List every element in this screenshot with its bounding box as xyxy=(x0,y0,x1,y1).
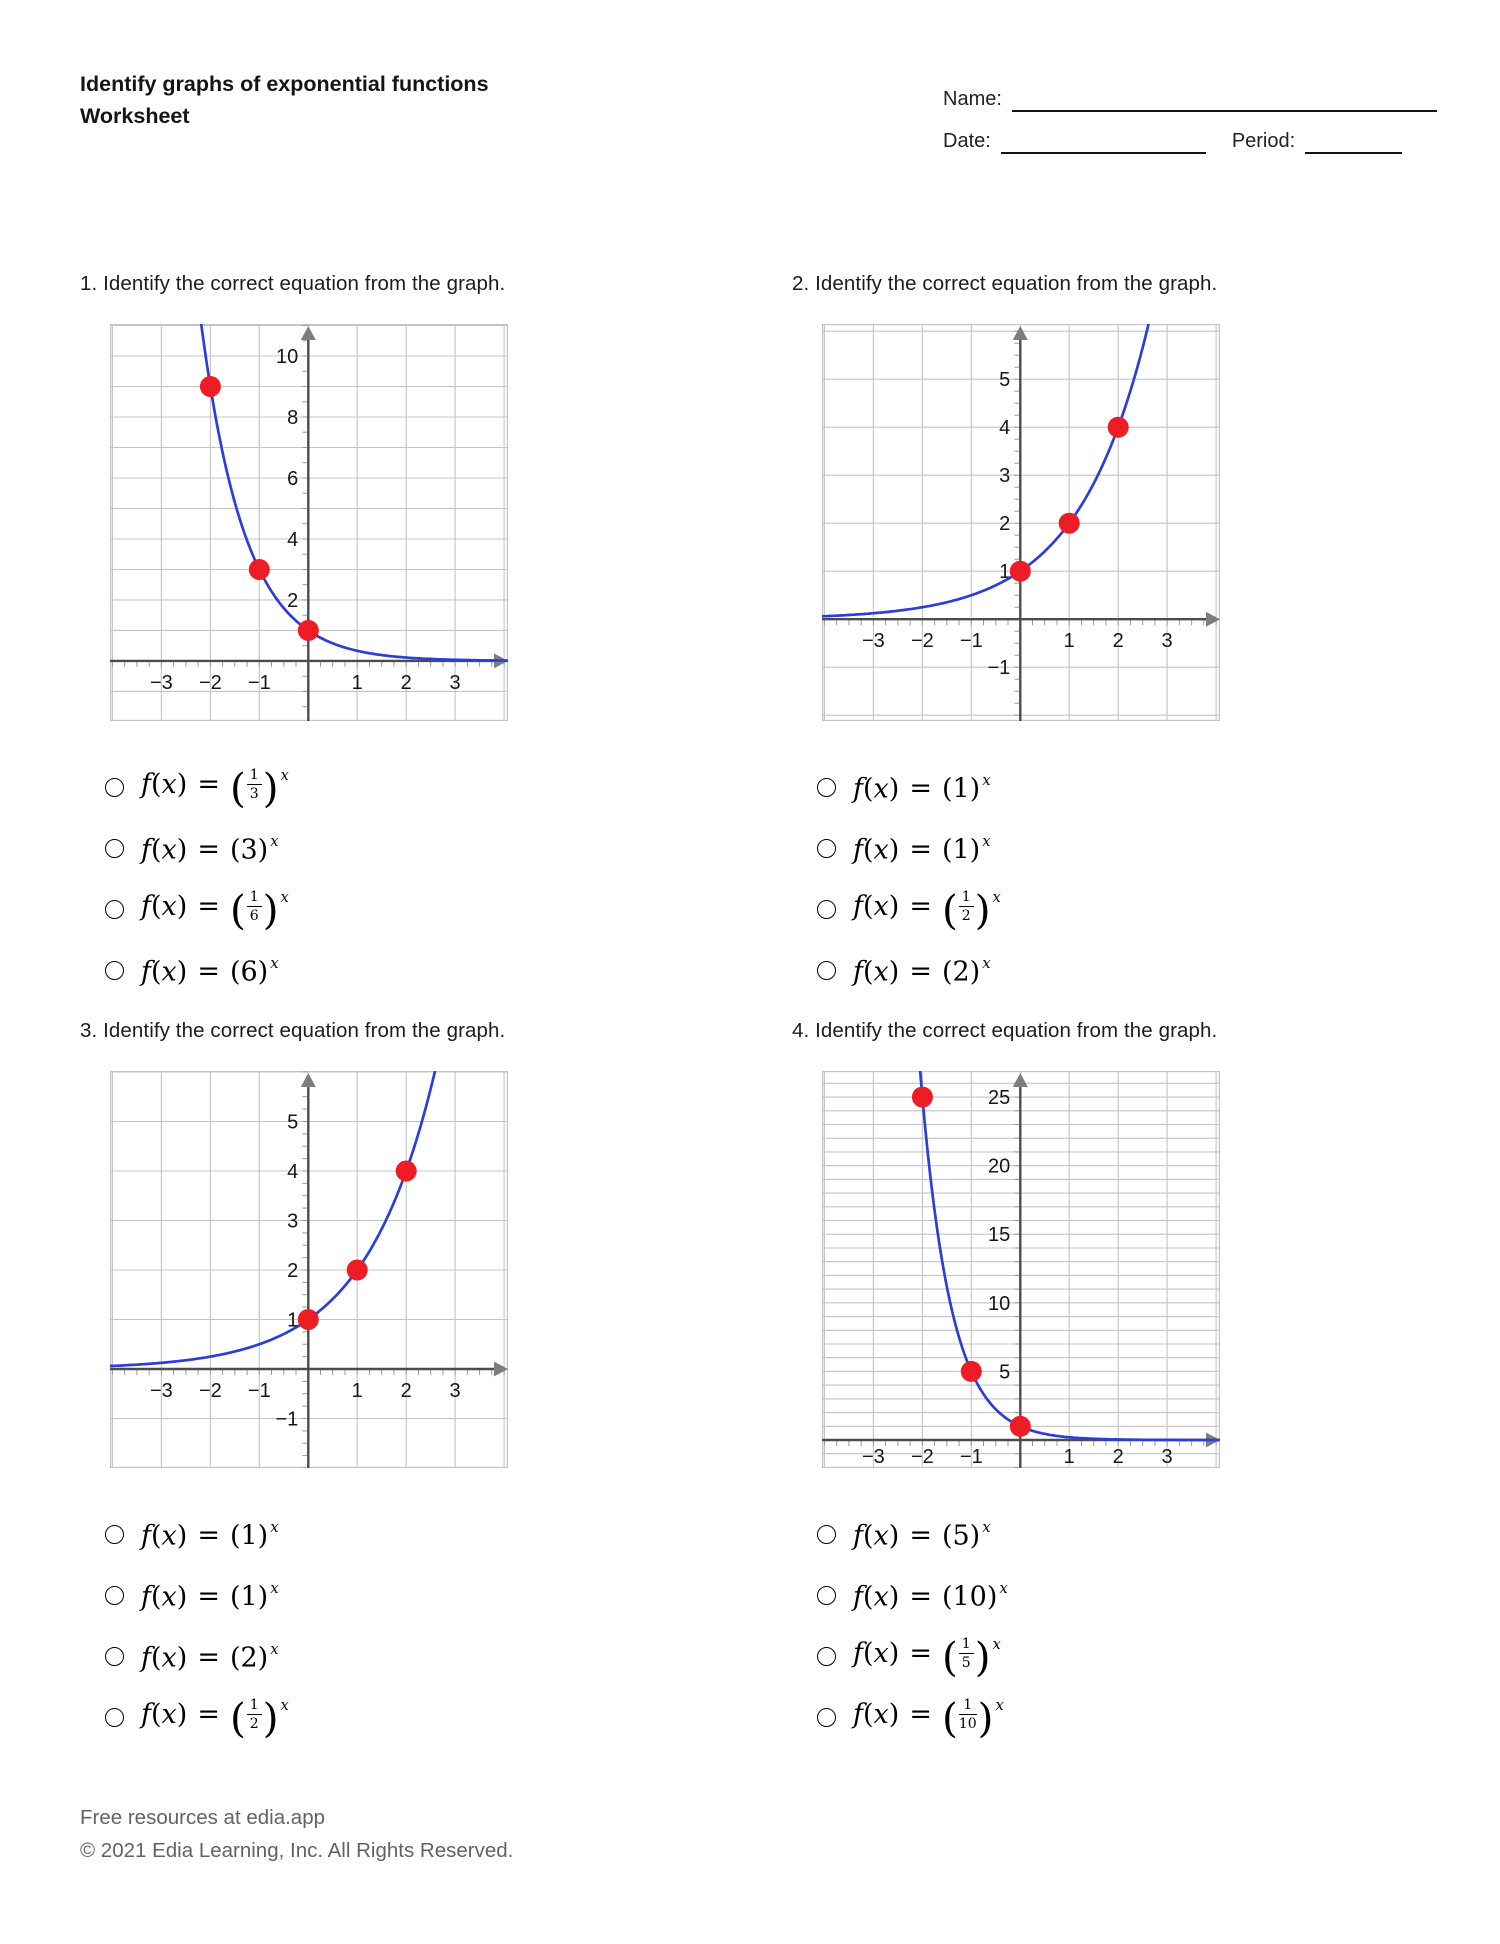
svg-text:−2: −2 xyxy=(198,1380,222,1402)
svg-text:1: 1 xyxy=(351,1380,363,1402)
svg-text:2: 2 xyxy=(1112,630,1124,653)
options-list xyxy=(105,1504,777,1748)
answer-option[interactable] xyxy=(817,1565,1435,1626)
question-number: 4. xyxy=(792,1019,810,1042)
answer-option[interactable] xyxy=(105,940,777,1001)
svg-text:5: 5 xyxy=(999,369,1011,392)
svg-text:4: 4 xyxy=(287,529,299,551)
answer-option[interactable] xyxy=(817,757,1435,818)
svg-text:3: 3 xyxy=(287,1210,299,1233)
radio-button[interactable] xyxy=(105,839,124,858)
svg-text:3: 3 xyxy=(449,1380,461,1402)
option-equation: f(x) = (1) $^x$ xyxy=(853,831,991,866)
svg-text:20: 20 xyxy=(988,1155,1011,1178)
svg-text:−2: −2 xyxy=(910,1446,934,1468)
option-equation: f(x) = ( $\frac{1}{6}$ ) $^x$ xyxy=(141,885,289,934)
radio-button[interactable] xyxy=(817,1708,836,1727)
radio-button[interactable] xyxy=(817,1647,836,1666)
radio-button[interactable] xyxy=(105,900,124,919)
svg-text:−2: −2 xyxy=(910,630,934,653)
option-equation: f(x) = ( $\frac{1}{10}$ ) $^x$ xyxy=(853,1693,1004,1742)
svg-text:1: 1 xyxy=(351,671,363,694)
svg-text:10: 10 xyxy=(988,1292,1011,1315)
answer-option[interactable] xyxy=(105,1504,777,1565)
svg-text:5: 5 xyxy=(287,1111,299,1134)
question-prompt xyxy=(792,1019,1435,1043)
radio-button[interactable] xyxy=(817,839,836,858)
svg-text:3: 3 xyxy=(999,465,1011,488)
svg-text:1: 1 xyxy=(1063,1446,1075,1468)
option-equation: f(x) = (3) $^x$ xyxy=(141,831,279,866)
answer-option[interactable] xyxy=(105,1687,777,1748)
radio-button[interactable] xyxy=(817,961,836,980)
svg-text:1: 1 xyxy=(287,1309,299,1332)
question-text: Identify the correct equation from the graph. xyxy=(103,272,506,295)
svg-text:2: 2 xyxy=(1112,1446,1124,1468)
option-equation: f(x) = (6) $^x$ xyxy=(141,953,279,988)
option-equation: f(x) = (5) $^x$ xyxy=(853,1517,991,1552)
svg-text:1: 1 xyxy=(999,561,1011,584)
svg-text:2: 2 xyxy=(400,1380,412,1402)
radio-button[interactable] xyxy=(817,778,836,797)
radio-button[interactable] xyxy=(817,900,836,919)
name-row xyxy=(943,88,1437,112)
date-period-row xyxy=(943,130,1437,154)
answer-option[interactable] xyxy=(817,879,1435,940)
answer-option[interactable] xyxy=(817,1504,1435,1565)
title-block xyxy=(80,68,489,132)
options-list xyxy=(105,757,777,1001)
question-3 xyxy=(65,1019,777,1748)
exponential-graph xyxy=(110,1071,508,1468)
svg-text:2: 2 xyxy=(400,671,412,694)
radio-button[interactable] xyxy=(105,961,124,980)
radio-button[interactable] xyxy=(105,778,124,797)
question-text: Identify the correct equation from the graph. xyxy=(103,1019,506,1042)
svg-text:6: 6 xyxy=(287,468,299,490)
svg-text:25: 25 xyxy=(988,1087,1011,1110)
date-label: Date: xyxy=(943,130,991,152)
answer-option[interactable] xyxy=(105,757,777,818)
answer-option[interactable] xyxy=(105,1626,777,1687)
question-number: 3. xyxy=(80,1019,98,1042)
question-prompt xyxy=(80,272,777,296)
question-2 xyxy=(777,272,1435,1001)
radio-button[interactable] xyxy=(105,1586,124,1605)
svg-text:−1: −1 xyxy=(247,1380,271,1402)
exponential-graph xyxy=(822,1071,1220,1468)
radio-button[interactable] xyxy=(105,1525,124,1544)
radio-button[interactable] xyxy=(817,1586,836,1605)
worksheet-subtitle: Worksheet xyxy=(80,104,190,128)
exponential-graph xyxy=(110,324,508,721)
svg-text:1: 1 xyxy=(1063,630,1075,653)
footer xyxy=(80,1801,513,1867)
svg-text:5: 5 xyxy=(999,1361,1011,1384)
name-label: Name: xyxy=(943,88,1002,110)
question-1 xyxy=(65,272,777,1001)
svg-text:3: 3 xyxy=(1161,630,1173,653)
svg-text:−1: −1 xyxy=(987,657,1011,680)
name-field-line[interactable] xyxy=(1012,90,1437,112)
option-equation: f(x) = (2) $^x$ xyxy=(141,1639,279,1674)
svg-text:10: 10 xyxy=(276,346,299,368)
svg-text:−3: −3 xyxy=(861,630,885,653)
option-equation: f(x) = (1) $^x$ xyxy=(141,1517,279,1552)
option-equation: f(x) = (1) $^x$ xyxy=(141,1578,279,1613)
question-prompt xyxy=(792,272,1435,296)
answer-option[interactable] xyxy=(817,1687,1435,1748)
date-field-line[interactable] xyxy=(1001,132,1206,154)
svg-text:2: 2 xyxy=(287,589,299,612)
worksheet-title: Identify graphs of exponential functions xyxy=(80,72,489,96)
question-4 xyxy=(777,1019,1435,1748)
svg-text:−1: −1 xyxy=(959,630,983,653)
svg-text:15: 15 xyxy=(988,1224,1011,1247)
answer-option[interactable] xyxy=(105,1565,777,1626)
answer-option[interactable] xyxy=(817,1626,1435,1687)
svg-text:−1: −1 xyxy=(959,1446,983,1468)
period-label: Period: xyxy=(1231,130,1296,152)
svg-text:3: 3 xyxy=(1161,1446,1173,1468)
svg-text:4: 4 xyxy=(999,417,1011,440)
svg-text:−3: −3 xyxy=(149,671,173,694)
svg-text:2: 2 xyxy=(287,1260,299,1282)
option-equation: f(x) = ( $\frac{1}{5}$ ) $^x$ xyxy=(853,1632,1001,1681)
footer-resources: Free resources at edia.app xyxy=(80,1806,325,1829)
svg-text:−1: −1 xyxy=(275,1408,299,1431)
option-equation: f(x) = ( $\frac{1}{2}$ ) $^x$ xyxy=(141,1693,289,1742)
option-equation: f(x) = (1) $^x$ xyxy=(853,770,991,805)
footer-copyright: © 2021 Edia Learning, Inc. All Rights Reserved. xyxy=(80,1839,514,1862)
answer-option[interactable] xyxy=(817,940,1435,1001)
options-list xyxy=(817,1504,1435,1748)
answer-option[interactable] xyxy=(817,818,1435,879)
period-field-line[interactable] xyxy=(1305,132,1402,154)
svg-text:−3: −3 xyxy=(861,1446,885,1468)
svg-text:−2: −2 xyxy=(198,671,222,694)
svg-text:2: 2 xyxy=(999,513,1011,536)
radio-button[interactable] xyxy=(817,1525,836,1544)
svg-text:−3: −3 xyxy=(149,1380,173,1402)
radio-button[interactable] xyxy=(105,1647,124,1666)
answer-option[interactable] xyxy=(105,879,777,940)
option-equation: f(x) = ( $\frac{1}{2}$ ) $^x$ xyxy=(853,885,1001,934)
student-fields xyxy=(943,88,1437,172)
option-equation: f(x) = ( $\frac{1}{3}$ ) $^x$ xyxy=(141,763,289,812)
question-text: Identify the correct equation from the graph. xyxy=(815,1019,1218,1042)
questions-grid xyxy=(65,272,1435,1748)
question-number: 1. xyxy=(80,272,98,295)
question-number: 2. xyxy=(792,272,810,295)
svg-text:4: 4 xyxy=(287,1161,299,1183)
answer-option[interactable] xyxy=(105,818,777,879)
option-equation: f(x) = (10) $^x$ xyxy=(853,1578,1008,1613)
exponential-graph xyxy=(822,324,1220,721)
question-prompt xyxy=(80,1019,777,1043)
svg-text:3: 3 xyxy=(449,671,461,694)
radio-button[interactable] xyxy=(105,1708,124,1727)
svg-text:8: 8 xyxy=(287,407,299,429)
svg-text:−1: −1 xyxy=(247,671,271,694)
option-equation: f(x) = (2) $^x$ xyxy=(853,953,991,988)
question-text: Identify the correct equation from the graph. xyxy=(815,272,1218,295)
options-list xyxy=(817,757,1435,1001)
